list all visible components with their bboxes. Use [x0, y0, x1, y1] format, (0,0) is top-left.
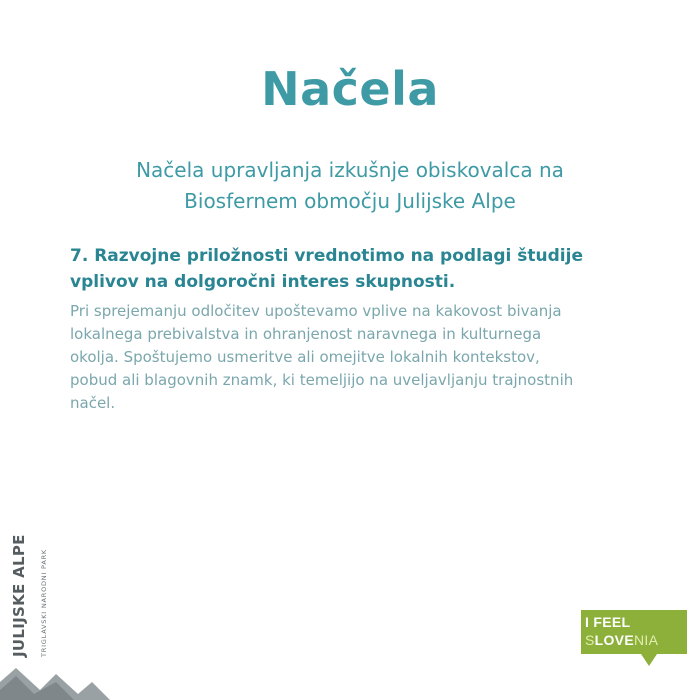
principle-heading — [70, 243, 640, 295]
i-feel-slovenia-line-2 — [585, 632, 658, 648]
principle-body-line-4: pobud ali blagovnih znamk, ki temeljijo na uveljavljanju trajnostnih — [70, 371, 574, 389]
i-feel-slovenia-s: S — [585, 632, 595, 648]
principle-body-line-1: Pri sprejemanju odločitev upoštevamo vplive na kakovost bivanja — [70, 302, 562, 320]
subtitle-line-1: Načela upravljanja izkušnje obiskovalca na — [136, 158, 564, 182]
mountains-icon — [0, 660, 120, 700]
principle-heading-line-1: 7. Razvojne priložnosti vrednotimo na podlagi študije — [70, 246, 583, 266]
julian-alps-logo — [2, 535, 54, 665]
principle-body-line-3: okolja. Spoštujemo usmeritve ali omejitve lokalnih kontekstov, — [70, 348, 540, 366]
i-feel-slovenia-line-1: I FEEL — [585, 614, 631, 630]
julian-alps-logo-name: JULIJSKE ALPE — [10, 534, 28, 657]
principle-heading-line-2: vplivov na dolgoročni interes skupnosti. — [70, 272, 456, 292]
subtitle — [60, 155, 640, 217]
julian-alps-logo-subline: TRIGLAVSKI NARODNI PARK — [40, 549, 48, 657]
i-feel-slovenia-nia: NIA — [633, 632, 659, 648]
subtitle-line-2: Biosfernem območju Julijske Alpe — [184, 189, 516, 213]
page-title: Načela — [261, 62, 439, 116]
principle-body-line-5: načel. — [70, 394, 116, 412]
i-feel-slovenia-love: LOVE — [594, 632, 634, 648]
principle-body-line-2: lokalnega prebivalstva in ohranjenost naravnega in kulturnega — [70, 325, 542, 343]
principle-body — [70, 300, 650, 415]
